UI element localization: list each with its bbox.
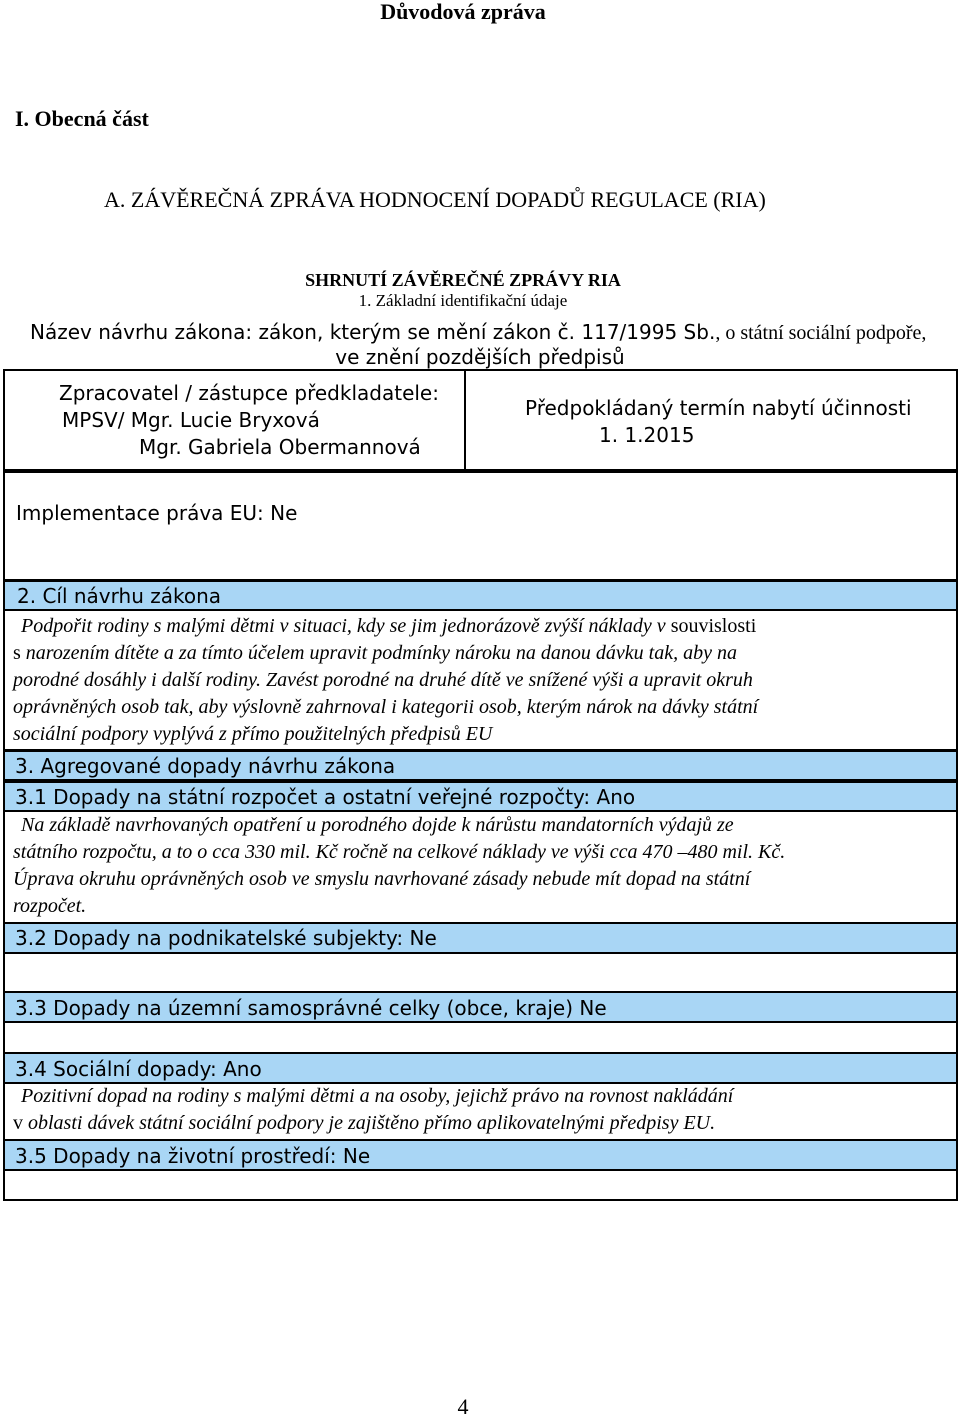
bill-name — [30, 320, 926, 345]
effective-date-value: 1. 1.2015 — [599, 423, 695, 447]
eu-implementation-label: Implementace práva EU: Ne — [16, 501, 298, 525]
eu-implementation-box — [3, 471, 958, 581]
bill-name-prefix: Název návrhu zákona: zákon, kterým se mění zákon č. 117/1995 Sb. — [30, 320, 716, 344]
budget-heading-box — [3, 781, 958, 812]
goal-line-3: porodné dosáhly i další rodiny. Zavést porodné na druhé dítě ve snížené výši a upravit okruh — [13, 669, 753, 691]
budget-line-1: Na základě navrhovaných opatření u porodného dojde k nárůstu mandatorních výdajů ze — [21, 814, 734, 836]
goal-heading: 2. Cíl návrhu zákona — [17, 584, 222, 608]
authors-line1: MPSV/ Mgr. Lucie Bryxová — [62, 408, 320, 432]
summary-title: SHRNUTÍ ZÁVĚREČNÉ ZPRÁVY RIA — [305, 270, 621, 290]
social-line-2-plain: v — [13, 1112, 28, 1134]
goal-line-2-italic: narozením dítěte a za tímto účelem upravit podmínky nároku na danou dávku tak, aby na — [25, 642, 737, 664]
regional-heading-box — [3, 991, 958, 1023]
environment-text-box — [3, 1169, 958, 1201]
goal-line-2-plain: s — [13, 642, 26, 664]
budget-heading: 3.1 Dopady na státní rozpočet a ostatní veřejné rozpočty: Ano — [15, 785, 636, 809]
goal-line-4: oprávněných osob tak, aby výslovně zahrnoval i kategorii osob, kterým nárok na dávky státní — [13, 696, 759, 718]
social-heading-box — [3, 1052, 958, 1084]
social-heading: 3.4 Sociální dopady: Ano — [15, 1057, 262, 1081]
regional-heading: 3.3 Dopady na územní samosprávné celky (obce, kraje) Ne — [15, 996, 607, 1020]
business-heading-box — [3, 922, 958, 954]
business-text-box — [3, 952, 958, 993]
goal-line-1-italic: Podpořit rodiny s malými dětmi v situaci, kdy se jim jednorázově zvýší náklady v — [21, 615, 666, 637]
goal-heading-box — [3, 580, 958, 611]
goal-line-1 — [21, 613, 756, 640]
budget-line-4: rozpočet. — [13, 895, 87, 917]
page-number: 4 — [457, 1394, 469, 1419]
environment-heading: 3.5 Dopady na životní prostředí: Ne — [15, 1144, 371, 1168]
social-line-2-italic: oblasti dávek státní sociální podpory je zajištěno přímo aplikovatelnými předpisy EU. — [28, 1112, 716, 1134]
regional-text-box — [3, 1021, 958, 1054]
effective-date-label: Předpokládaný termín nabytí účinnosti — [525, 396, 912, 420]
environment-heading-box — [3, 1139, 958, 1171]
table-divider — [464, 371, 466, 469]
impacts-heading-box — [3, 750, 958, 781]
authors-label: Zpracovatel / zástupce předkladatele: — [59, 381, 439, 405]
goal-line-1-plain: souvislosti — [665, 615, 757, 637]
bill-name-suffix: , o státní sociální podpoře, — [715, 322, 927, 344]
summary-subtitle: 1. Základní identifikační údaje — [358, 291, 568, 310]
budget-line-2: státního rozpočtu, a to o cca 330 mil. Kč ročně na celkové náklady ve výši cca 470 –480 mil. Kč. — [13, 841, 786, 863]
impacts-heading: 3. Agregované dopady návrhu zákona — [15, 754, 396, 778]
budget-line-3: Úprava okruhu oprávněných osob ve smyslu navrhované zásady nebude mít dopad na státní — [13, 868, 751, 890]
social-line-1: Pozitivní dopad na rodiny s malými dětmi a na osoby, jejichž právo na rovnost nakládání — [21, 1085, 734, 1107]
goal-line-5: sociální podpory vyplývá z přímo použitelných předpisů EU — [13, 723, 493, 745]
social-line-2 — [13, 1110, 715, 1137]
authors-line2: Mgr. Gabriela Obermannová — [139, 435, 421, 459]
bill-name-line2: ve znění pozdějších předpisů — [335, 345, 625, 369]
goal-line-2 — [13, 640, 737, 667]
section-title: I. Obecná část — [15, 106, 149, 131]
document-title: Důvodová zpráva — [380, 0, 546, 24]
subsection-title: A. ZÁVĚREČNÁ ZPRÁVA HODNOCENÍ DOPADŮ REGULACE (RIA) — [104, 187, 766, 212]
business-heading: 3.2 Dopady na podnikatelské subjekty: Ne — [15, 926, 437, 950]
